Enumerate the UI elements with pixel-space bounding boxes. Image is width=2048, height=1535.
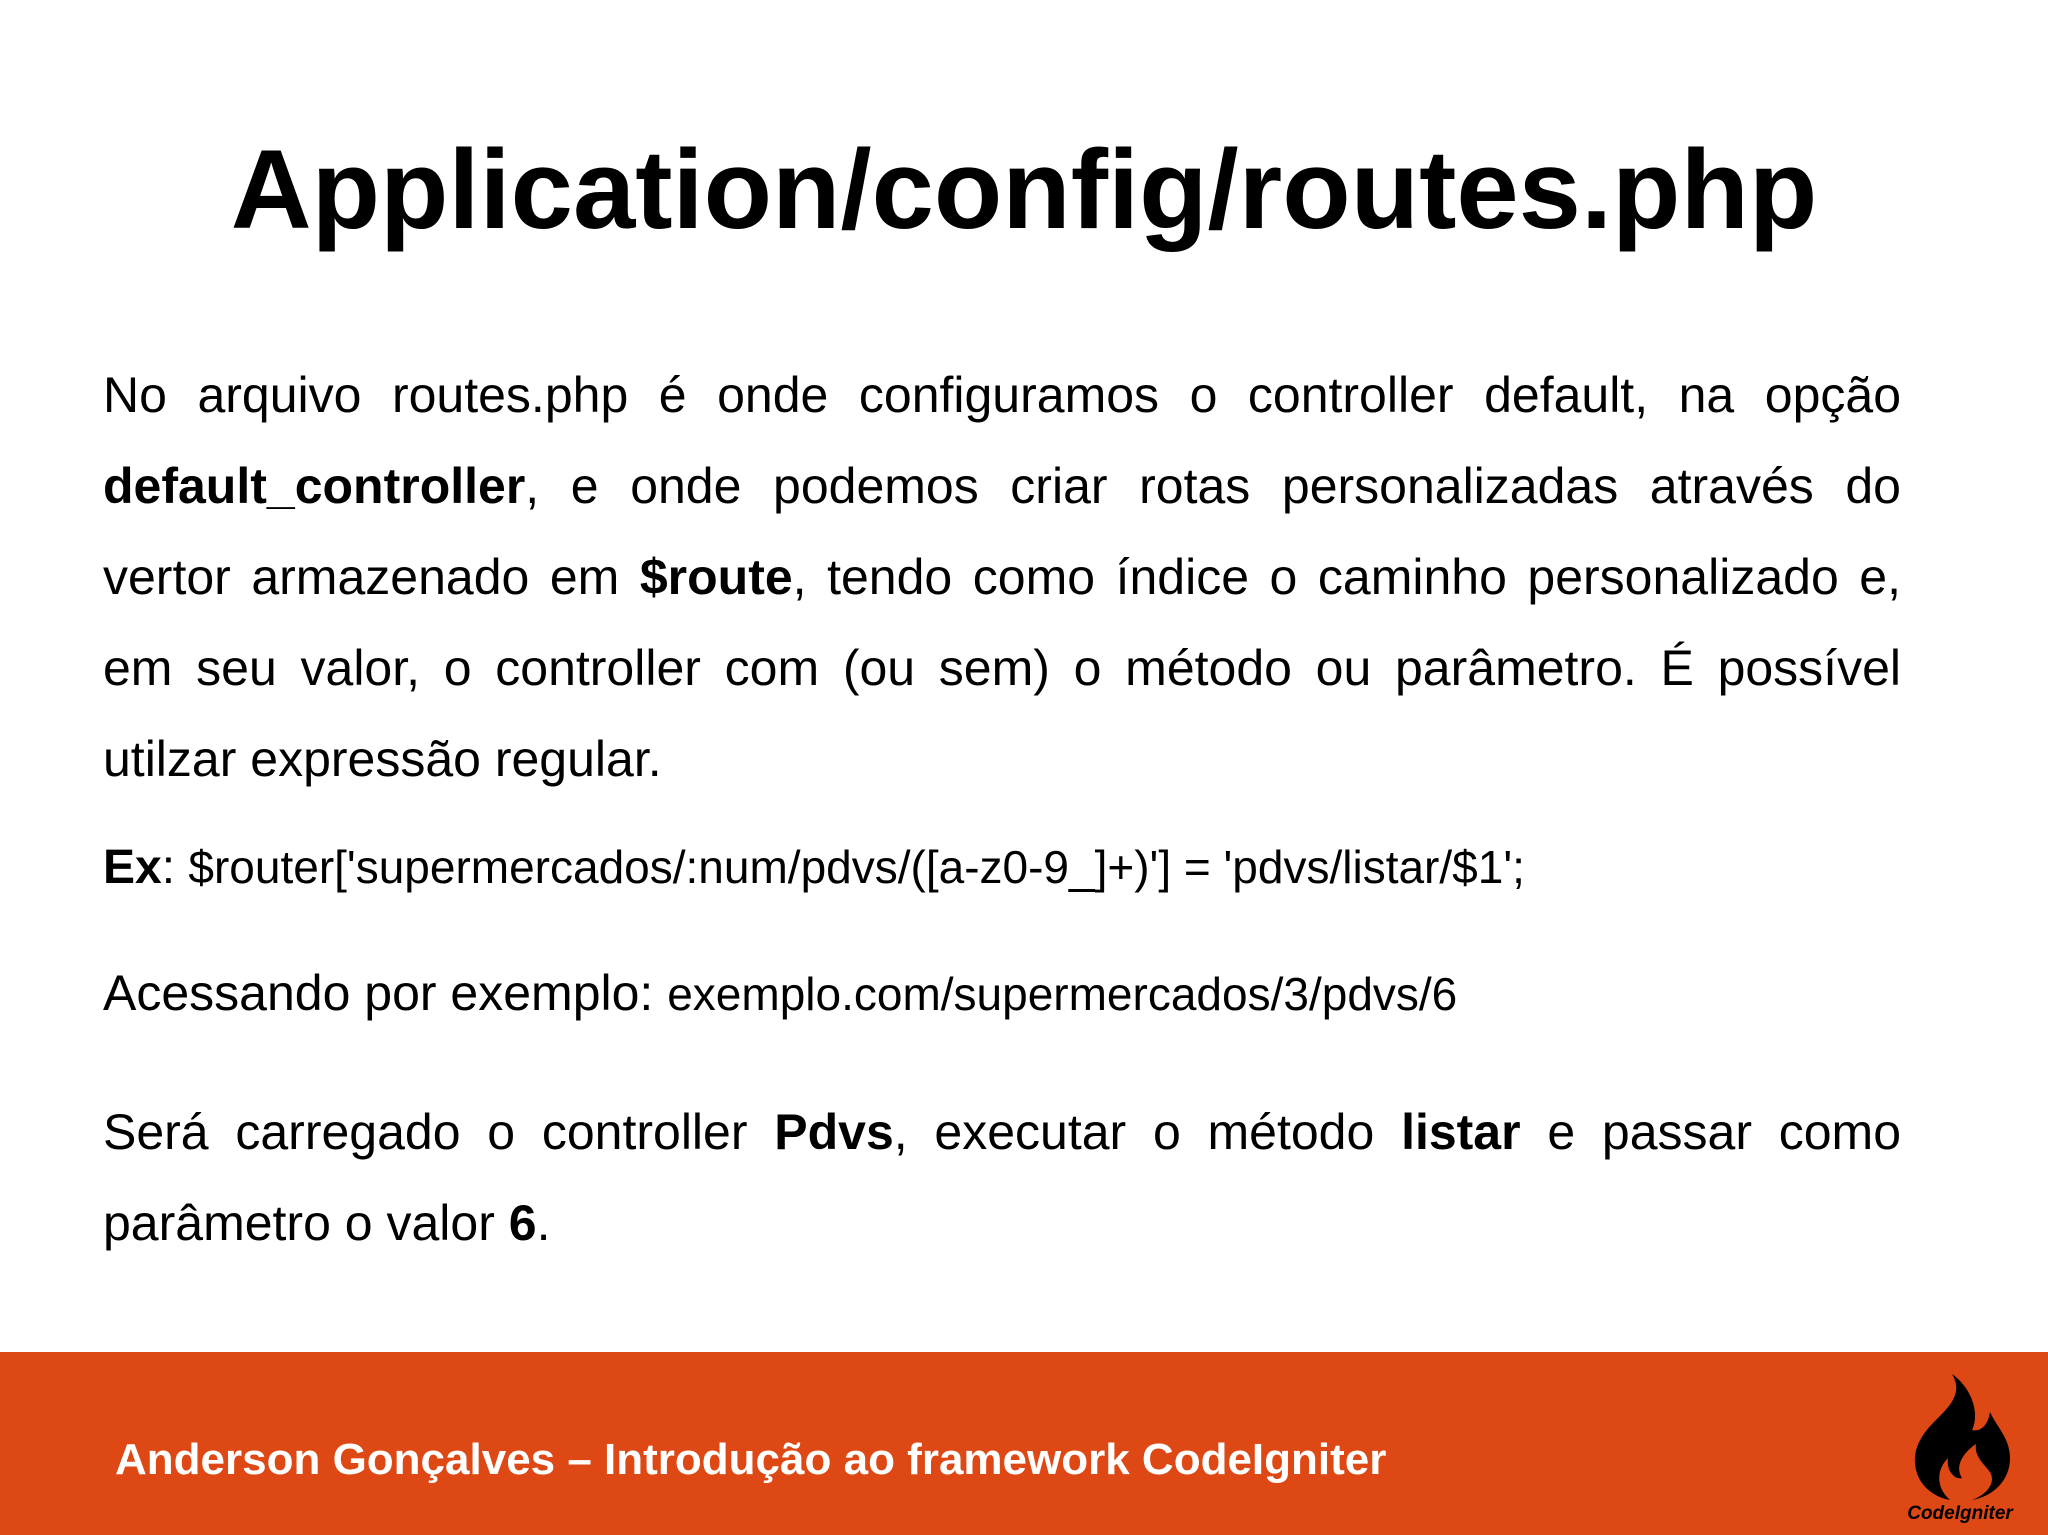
footer-text: Anderson Gonçalves – Introdução ao framework CodeIgniter	[115, 1435, 1387, 1484]
result-bold-value: 6	[508, 1195, 537, 1251]
intro-text-1: No arquivo routes.php é onde configuramos o controller default, na opção	[103, 367, 1901, 423]
access-url: exemplo.com/supermercados/3/pdvs/6	[667, 968, 1458, 1020]
result-bold-listar: listar	[1401, 1104, 1521, 1160]
footer-bar	[0, 1352, 2048, 1535]
result-text-2: , executar o método	[893, 1104, 1402, 1160]
codeigniter-wordmark: CodeIgniter	[1907, 1503, 2013, 1524]
example-label: Ex	[103, 841, 162, 894]
result-text-4: .	[536, 1195, 551, 1251]
intro-bold-default-controller: default_controller	[103, 458, 526, 514]
codeigniter-logo	[1900, 1372, 2020, 1532]
result-text-3: e passar como parâmetro o valor	[103, 1104, 1902, 1251]
intro-paragraph	[103, 350, 1901, 805]
slide-content	[103, 350, 1901, 1319]
example-code: $router['supermercados/:num/pdvs/([a-z0-9_]+)'] = 'pdvs/listar/$1';	[188, 841, 1525, 893]
intro-bold-route: $route	[639, 549, 793, 605]
slide-title: Application/config/routes.php	[230, 127, 1818, 252]
result-bold-pdvs: Pdvs	[774, 1104, 894, 1160]
intro-text-3: , tendo como índice o caminho personalizado e, em seu valor, o controller com (ou sem) o método ou parâmetro. É possível utilzar expressão regular.	[103, 549, 1901, 787]
intro-text-2: , e onde podemos criar rotas personalizadas através do vertor armazenado em	[103, 458, 1901, 605]
flame-icon	[1906, 1372, 2014, 1502]
access-paragraph	[103, 963, 1901, 1024]
example-separator: :	[161, 841, 189, 894]
access-label: Acessando por exemplo:	[103, 965, 668, 1021]
result-text-1: Será carregado o controller	[103, 1104, 775, 1160]
result-paragraph	[103, 1087, 1901, 1269]
example-paragraph	[103, 837, 1901, 898]
